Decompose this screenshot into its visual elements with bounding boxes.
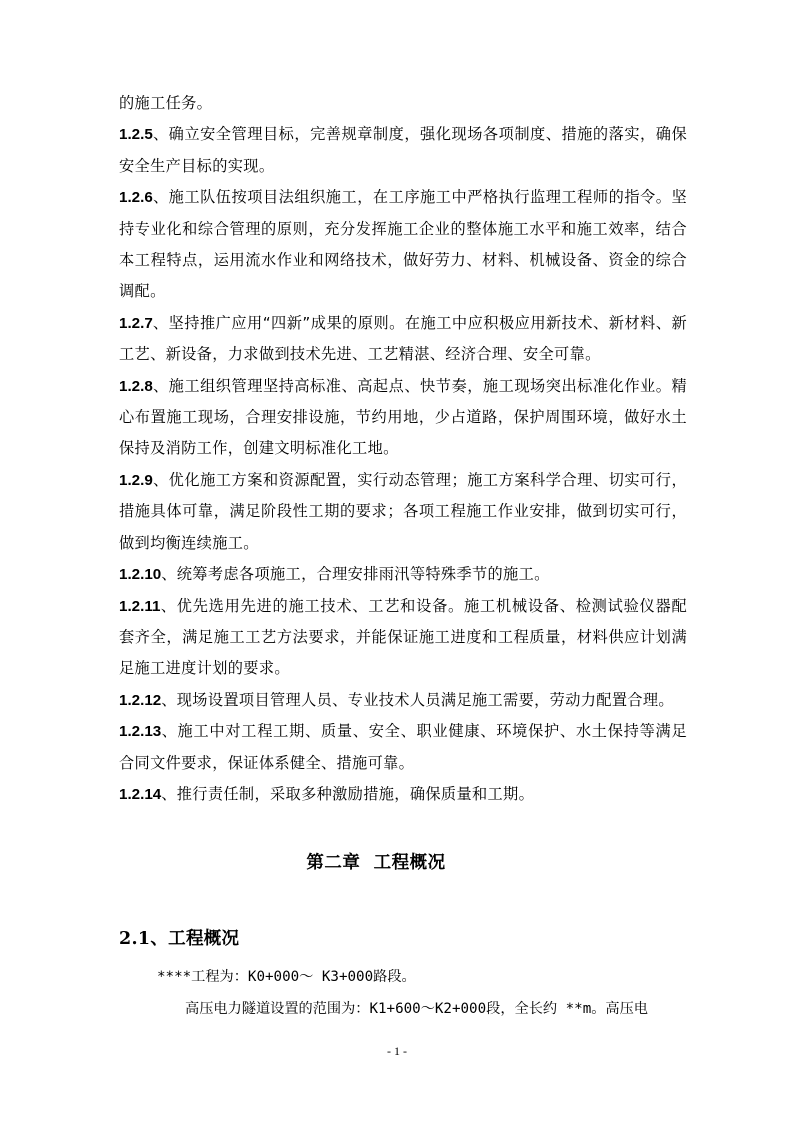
section-title: 2.1、工程概况 [119, 929, 240, 949]
item-number: 1.2.12 [119, 691, 162, 709]
item-number: 1.2.10 [119, 566, 162, 584]
chapter-title: 第二章 工程概况 [306, 853, 446, 873]
paragraph-continuation: 的施工任务。 [119, 94, 213, 112]
page-number: - 1 - [387, 1044, 407, 1058]
item-number: 1.2.8 [119, 377, 153, 395]
item-number: 1.2.11 [119, 597, 161, 615]
paragraph-1-2-10: 1.2.10、统筹考虑各项施工，合理安排雨汛等特殊季节的施工。 [119, 565, 550, 584]
paragraph-1-2-14: 1.2.14、推行责任制，采取多种激励措施，确保质量和工期。 [119, 784, 535, 803]
item-number: 1.2.5 [119, 126, 153, 144]
item-number: 1.2.13 [119, 723, 162, 741]
paragraph-1-2-11: 1.2.11、优先选用先进的施工技术、工艺和设备。施工机械设备、检测试验仪器配套齐全，满足施工工艺方法要求，并能保证施工进度和工程质量，材料供应计划满足施工进度计划的要求。 [119, 596, 687, 678]
paragraph-1-2-5: 1.2.5、确立安全管理目标，完善规章制度，强化现场各项制度、措施的落实，确保安全生产目标的实现。 [119, 125, 687, 175]
item-number: 1.2.6 [119, 189, 153, 207]
item-number: 1.2.9 [119, 471, 153, 489]
paragraph-1-2-12: 1.2.12、现场设置项目管理人员、专业技术人员满足施工需要，劳动力配置合理。 [119, 690, 674, 709]
paragraph-1-2-8: 1.2.8、施工组织管理坚持高标准、高起点、快节奏，施工现场突出标准化作业。精心布置施工现场，合理安排设施，节约用地，少占道路，保护周围环境，做好水土保持及消防工作，创建文明标准化工地。 [119, 376, 687, 458]
paragraph-1-2-7: 1.2.7、坚持推广应用“四新”成果的原则。在施工中应积极应用新技术、新材料、新工艺、新设备，力求做到技术先进、工艺精湛、经济合理、安全可靠。 [119, 313, 687, 364]
item-number: 1.2.14 [119, 785, 162, 803]
paragraph-1-2-6: 1.2.6、施工队伍按项目法组织施工，在工序施工中严格执行监理工程师的指令。坚持专业化和综合管理的原则，充分发挥施工企业的整体施工水平和施工效率，结合本工程特点，运用流水作业和网络技术，做好劳力、材料、机械设备、资金的综合调配。 [119, 188, 687, 301]
body-text [119, 88, 687, 810]
section-line-1: ****工程为：K0+000～ K3+000路段。 [157, 969, 416, 985]
item-number: 1.2.7 [119, 314, 153, 332]
paragraph-1-2-9: 1.2.9、优化施工方案和资源配置，实行动态管理；施工方案科学合理、切实可行，措施具体可靠，满足阶段性工期的要求；各项工程施工作业安排，做到切实可行，做到均衡连续施工。 [119, 470, 687, 552]
paragraph-1-2-13: 1.2.13、施工中对工程工期、质量、安全、职业健康、环境保护、水土保持等满足合同文件要求，保证体系健全、措施可靠。 [119, 722, 687, 772]
section-line-2: 高压电力隧道设置的范围为：K1+600～K2+000段，全长约 **m。高压电 [185, 1001, 648, 1017]
